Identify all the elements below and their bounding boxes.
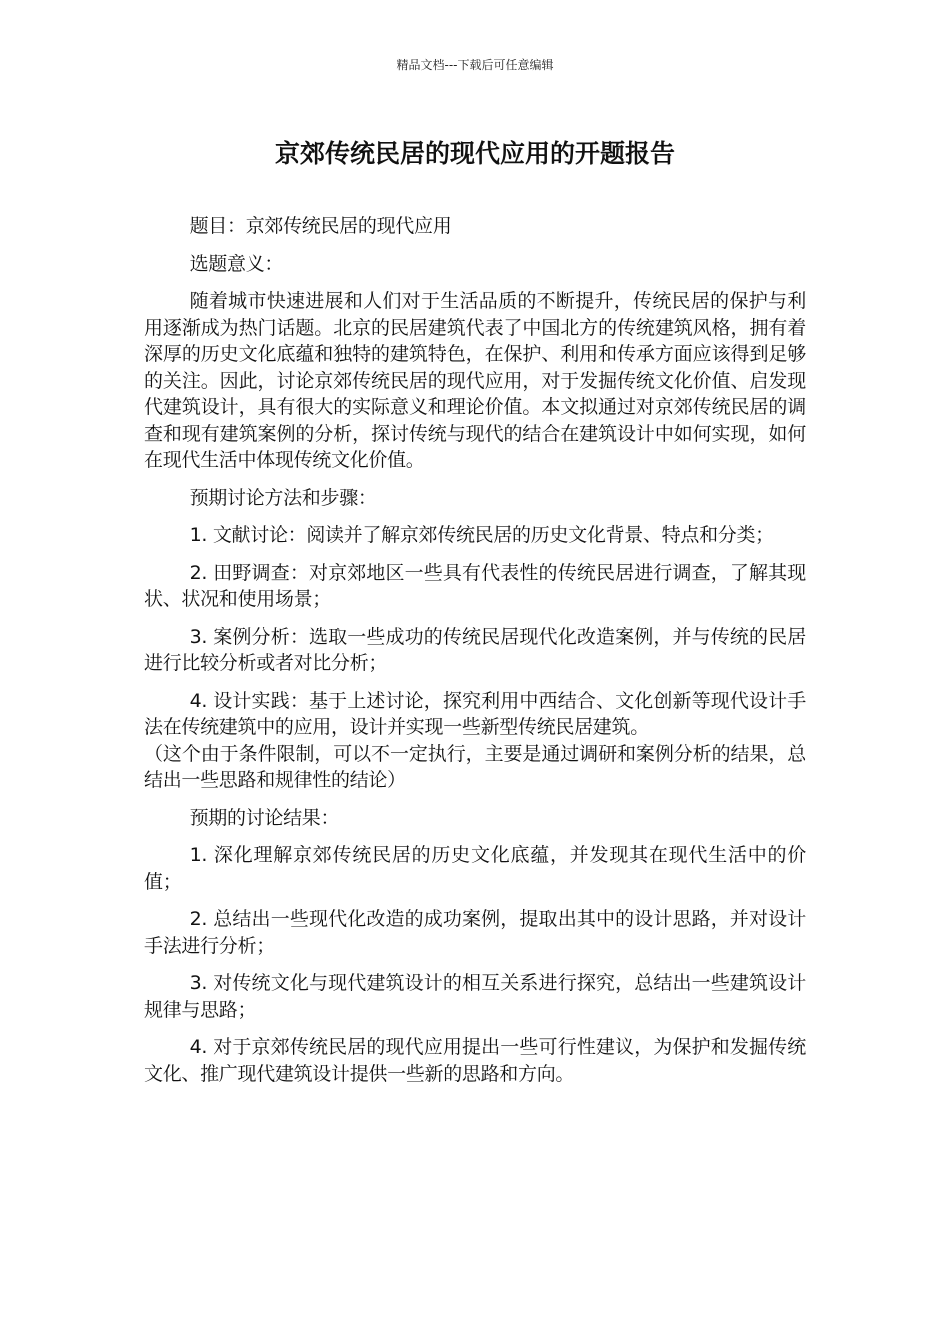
header-note: 精品文档---下载后可任意编辑: [396, 58, 554, 72]
result-item: 1. 深化理解京郊传统民居的历史文化底蕴，并发现其在现代生活中的价值；: [144, 844, 806, 893]
result-item: 3. 对传统文化与现代建筑设计的相互关系进行探究，总结出一些建筑设计规律与思路；: [144, 972, 806, 1021]
significance-paragraph: 随着城市快速进展和人们对于生活品质的不断提升，传统民居的保护与利用逐渐成为热门话题。北京的民居建筑代表了中国北方的传统建筑风格，拥有着深厚的历史文化底蕴和独特的建筑特色，在保护、利用和传承方面应该得到足够的关注。因此，讨论京郊传统民居的现代应用，对于发掘传统文化价值、启发现代建筑设计，具有很大的实际意义和理论价值。本文拟通过对京郊传统民居的调查和现有建筑案例的分析，探讨传统与现代的结合在建筑设计中如何实现，如何在现代生活中体现传统文化价值。: [144, 290, 806, 471]
method-item: 4. 设计实践：基于上述讨论，探究利用中西结合、文化创新等现代设计手法在传统建筑中的应用，设计并实现一些新型传统民居建筑。: [144, 689, 806, 738]
result-item: 4. 对于京郊传统民居的现代应用提出一些可行性建议，为保护和发掘传统文化、推广现代建筑设计提供一些新的思路和方向。: [144, 1036, 806, 1085]
result-item: 2. 总结出一些现代化改造的成功案例，提取出其中的设计思路，并对设计手法进行分析；: [144, 908, 806, 957]
method-item: 3. 案例分析：选取一些成功的传统民居现代化改造案例，并与传统的民居进行比较分析或者对比分析；: [144, 625, 806, 674]
document-title: 京郊传统民居的现代应用的开题报告: [274, 139, 675, 168]
results-heading: 预期的讨论结果：: [189, 806, 340, 829]
methods-note: （这个由于条件限制，可以不一定执行，主要是通过调研和案例分析的结果，总结出一些思路和规律性的结论）: [144, 742, 806, 791]
significance-heading: 选题意义：: [189, 252, 284, 275]
topic-line: 题目：京郊传统民居的现代应用: [189, 215, 452, 237]
methods-heading: 预期讨论方法和步骤：: [189, 486, 377, 509]
method-item: 1. 文献讨论：阅读并了解京郊传统民居的历史文化背景、特点和分类；: [189, 524, 774, 546]
document-body: [144, 213, 806, 1098]
method-item: 2. 田野调查：对京郊地区一些具有代表性的传统民居进行调查，了解其现状、状况和使用场景；: [144, 561, 806, 610]
